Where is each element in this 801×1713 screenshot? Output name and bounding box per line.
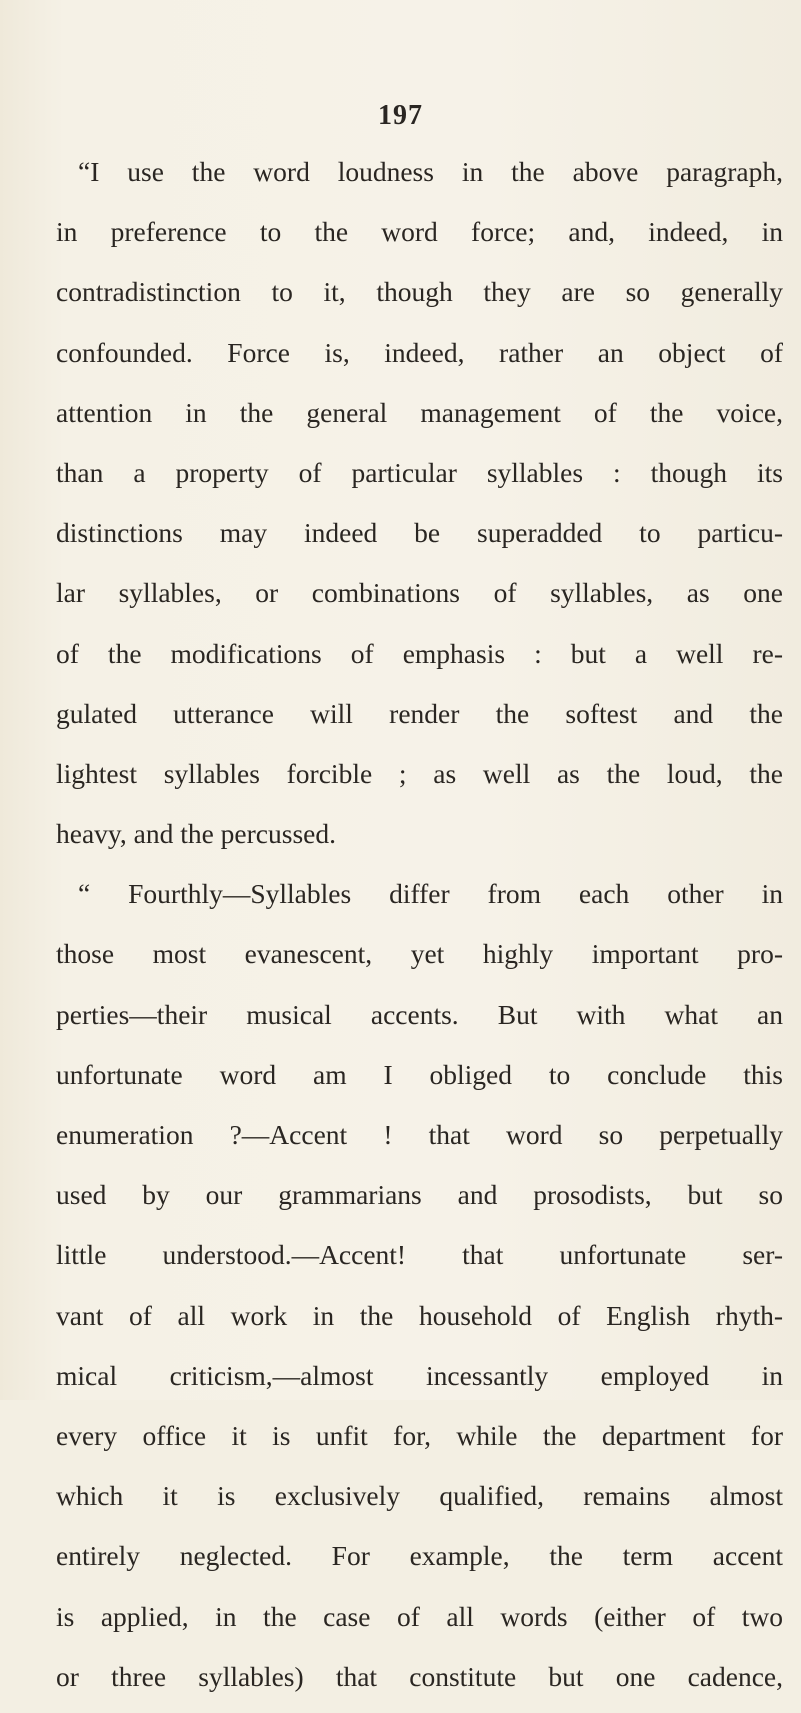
text-line: used by our grammarians and prosodists, but so <box>56 1179 783 1211</box>
text-line: gulated utterance will render the softest and the <box>56 697 783 729</box>
text-line: every office it is unfit for, while the department for <box>56 1419 783 1451</box>
text-line: than a property of particular syllables : though its <box>56 456 783 488</box>
text-line: attention in the general management of the voice, <box>56 396 783 428</box>
text-line: vant of all work in the household of English rhyth- <box>56 1299 783 1331</box>
body-text <box>56 148 783 1713</box>
text-line: little understood.—Accent! that unfortunate ser- <box>56 1239 783 1271</box>
text-line: lar syllables, or combinations of syllables, as one <box>56 577 783 609</box>
text-line: distinctions may indeed be superadded to particu- <box>56 517 783 549</box>
text-line: or three syllables) that constitute but one cadence, <box>56 1660 783 1692</box>
text-line: which it is exclusively qualified, remains almost <box>56 1480 783 1512</box>
text-line: “I use the word loudness in the above paragraph, <box>78 156 783 187</box>
text-line: confounded. Force is, indeed, rather an object of <box>56 336 783 368</box>
text-line: unfortunate word am I obliged to conclude this <box>56 1058 783 1090</box>
text-line: those most evanescent, yet highly important pro- <box>56 938 783 970</box>
text-line: mical criticism,—almost incessantly employed in <box>56 1359 783 1391</box>
text-line: “ Fourthly—Syllables differ from each other in <box>78 878 783 910</box>
text-line: entirely neglected. For example, the term accent <box>56 1540 783 1572</box>
text-line: in preference to the word force; and, indeed, in <box>56 216 783 248</box>
text-line: perties—their musical accents. But with what an <box>56 998 783 1030</box>
page-number: 197 <box>378 100 423 131</box>
text-line: contradistinction to it, though they are so generally <box>56 276 783 308</box>
text-line: lightest syllables forcible ; as well as the loud, the <box>56 757 783 789</box>
text-line: of the modifications of emphasis : but a well re- <box>56 637 783 669</box>
text-line: heavy, and the percussed. <box>56 818 336 850</box>
text-line: is applied, in the case of all words (either of two <box>56 1600 783 1632</box>
text-line: enumeration ?—Accent ! that word so perpetually <box>56 1119 783 1150</box>
